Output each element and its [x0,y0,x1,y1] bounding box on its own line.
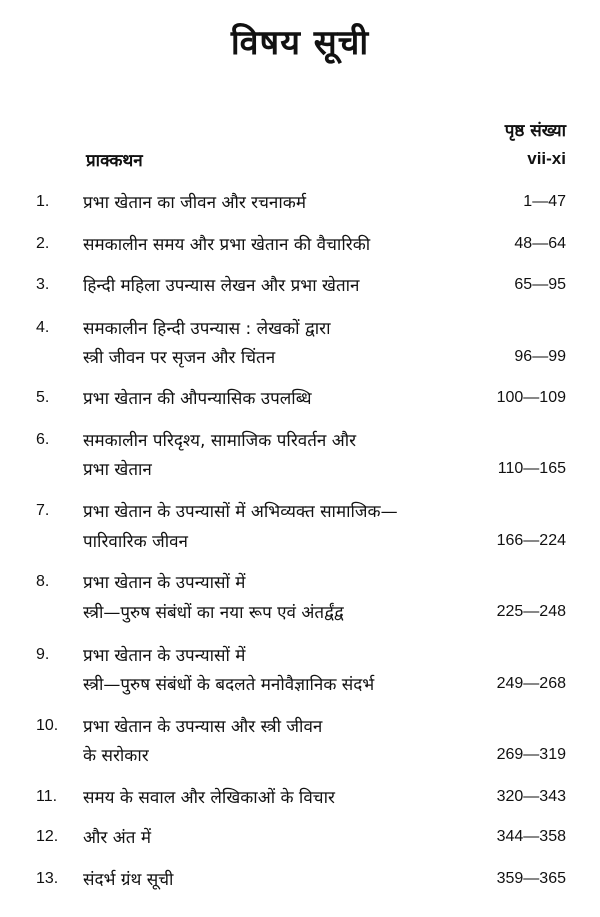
entry-number: 9. [36,646,50,663]
entry-pages: 110—165 [497,460,566,477]
entry-pages: 225—248 [496,603,566,620]
entry-number: 7. [36,502,50,519]
entry-number: 13. [36,870,59,887]
entry-title: समय के सवाल और लेखिकाओं के विचार [83,788,335,808]
entry-pages: 100—109 [496,389,566,406]
entry-number: 10. [36,717,59,734]
entry-number: 1. [36,193,50,210]
entry-number: 2. [36,235,50,252]
entry-title: प्रभा खेतान की औपन्यासिक उपलब्धि [83,389,312,409]
entry-title: हिन्दी महिला उपन्यास लेखन और प्रभा खेतान [83,276,360,296]
entry-pages: 344—358 [496,828,566,845]
page-title: विषय सूची [230,23,370,63]
entry-pages: 48—64 [514,235,566,252]
entry-pages: 1—47 [523,193,566,210]
entry-title-continued: पारिवारिक जीवन [83,532,188,552]
entry-pages: 320—343 [496,788,566,805]
entry-title: समकालीन हिन्दी उपन्यास : लेखकों द्वारा [83,319,331,339]
entry-pages: 269—319 [496,746,566,763]
entry-title: प्रभा खेतान के उपन्यासों में [83,646,246,666]
preface-pages: vii-xi [527,149,566,168]
preface-label: प्राक्कथन [86,151,143,171]
entry-title: संदर्भ ग्रंथ सूची [83,870,174,890]
entry-number: 6. [36,431,50,448]
page-number-heading: पृष्ठ संख्या [504,121,566,141]
entry-title-continued: स्त्री—पुरुष संबंधों के बदलते मनोवैज्ञानिक संदर्भ [83,675,375,695]
entry-title: और अंत में [83,828,151,848]
entry-number: 11. [36,788,58,805]
entry-number: 8. [36,573,50,590]
entry-title: प्रभा खेतान के उपन्यासों में [83,573,246,593]
entry-title: प्रभा खेतान के उपन्यास और स्त्री जीवन [83,717,323,737]
entry-pages: 359—365 [496,870,566,887]
entry-pages: 65—95 [514,276,566,293]
entry-number: 5. [36,389,50,406]
entry-title: समकालीन परिदृश्य, सामाजिक परिवर्तन और [83,431,357,451]
entry-title: प्रभा खेतान के उपन्यासों में अभिव्यक्त सामाजिक— [83,502,398,522]
entry-title-continued: प्रभा खेतान [83,460,152,480]
entry-title: प्रभा खेतान का जीवन और रचनाकर्म [83,193,306,213]
entry-pages: 166—224 [496,532,566,549]
entry-number: 3. [36,276,50,293]
entry-number: 12. [36,828,59,845]
entry-title-continued: स्त्री—पुरुष संबंधों का नया रूप एवं अंतर्द्वंद्व [83,603,344,623]
entry-title-continued: के सरोकार [83,746,149,766]
entry-pages: 96—99 [514,348,566,365]
entry-title: समकालीन समय और प्रभा खेतान की वैचारिकी [83,235,371,255]
entry-title-continued: स्त्री जीवन पर सृजन और चिंतन [83,348,276,368]
entry-number: 4. [36,319,50,336]
entry-pages: 249—268 [496,675,566,692]
